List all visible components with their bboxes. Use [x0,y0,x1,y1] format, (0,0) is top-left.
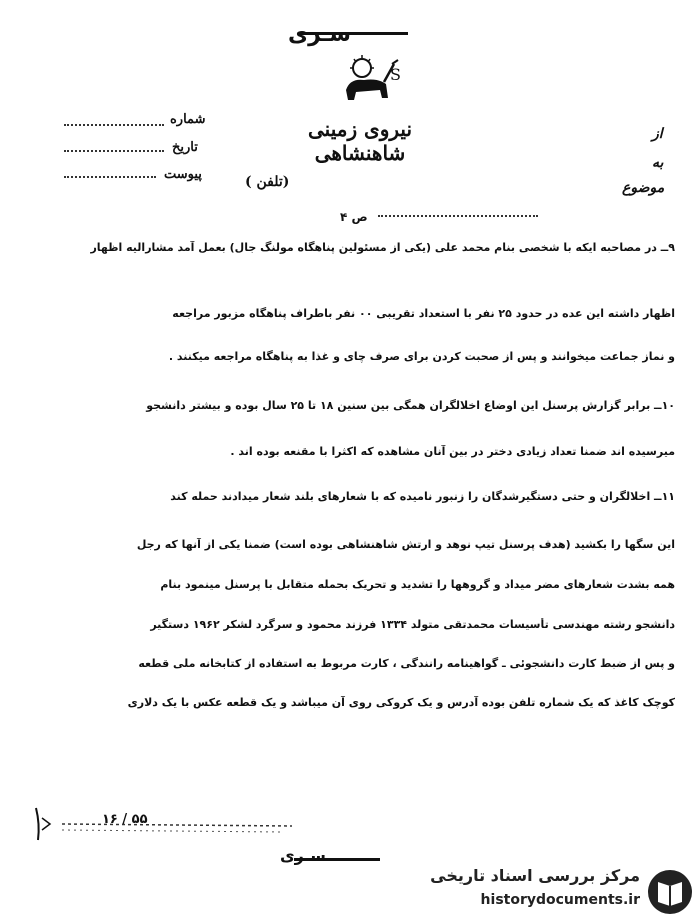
from-label: از [652,126,663,142]
body-line: ۹ــ در مصاحبه ایکه با شخصی بنام محمد علی (یکی از مسئولین پناهگاه مولنگ جال) بعمل آمد مشاراليه اظهار [90,241,675,254]
body-line: همه بشدت شعارهای مضر میداد و گروهها را تشدید و تحریک بحمله متقابل با پرسنل مینمود بنام [160,578,675,591]
body-line: این سگها را بکشید (هدف پرسنل تیپ نوهد و ارتش شاهنشاهی بوده است) ضمنا یکی از آنها که رجل [136,538,675,551]
page-dotted-line [378,215,538,217]
body-line: ۱۱ــ اخلالگران و حتی دستگیرشدگان را زنبور نامیده که با شعارهای بلند شعار میدادند حمله کند [170,490,675,503]
number-dotted-line [64,124,164,126]
date-label: تاریخ [172,140,198,155]
to-label: به [652,155,664,171]
handwritten-margin-note [32,804,302,844]
attachment-dotted-line [64,176,156,178]
body-line: ۱۰ــ برابر گزارش پرسنل این اوضاع اخلالگران همگی بین سنین ۱۸ تا ۲۵ سال بوده و بیشتر دانشجو [146,399,675,412]
body-line: کوچک کاغذ که یک شماره تلفن بوده آدرس و یک کروکی روی آن میباشد و یک قطعه عکس با یک دلاری [127,696,675,709]
body-line: میرسیده اند ضمنا تعداد زیادی دختر در بین آنان مشاهده که اکثرا با مقنعه بوده اند . [230,445,675,458]
subject-label: موضوع [622,180,665,196]
date-dotted-line [64,150,164,152]
body-line: و نماز جماعت میخوانند و پس از صحبت کردن برای صرف چای و غذا به پناهگاه مراجعه میکنند . [168,350,675,363]
watermark-url: historydocuments.ir [480,892,640,908]
margin-note-text: ۱۶ / ۵۵ [102,812,148,827]
archive-watermark [418,862,698,922]
body-line: دانشجو رشته مهندسی تأسیسات محمدتقی متولد ۱۳۳۴ فرزند محمود و سرگرد لشکر ۱۹۶۲ دستگیر [150,618,675,631]
top-classification-text: سـری [288,22,352,47]
bottom-classification-text: سـری [280,846,326,865]
watermark-title: مرکز بررسی اسناد تاریخی [430,866,640,885]
number-label: شماره [170,112,206,127]
page-number: ص ۴ [340,210,368,224]
bottom-classification-stamp [268,844,408,874]
svg-text:S: S [390,65,401,84]
letterhead-title: نیروی زمینی شاهنشاهی [307,117,413,165]
top-classification-stamp [270,14,430,54]
archive-logo-icon [646,868,694,916]
body-line: و پس از ضبط کارت دانشجوئی ـ گواهینامه رانندگی ، کارت مربوط به استفاده از کتابخانه ملی قطعه [138,657,675,670]
attachment-label: پیوست [164,167,202,182]
body-line: اظهار داشته این عده در حدود ۲۵ نفر با استعداد تقریبی ۰۰ نفر باطراف پناهگاه مزبور مراجعه [172,307,675,320]
telephone-label: (تلفن ) [245,174,290,190]
lion-and-sun-emblem-icon [336,54,406,106]
